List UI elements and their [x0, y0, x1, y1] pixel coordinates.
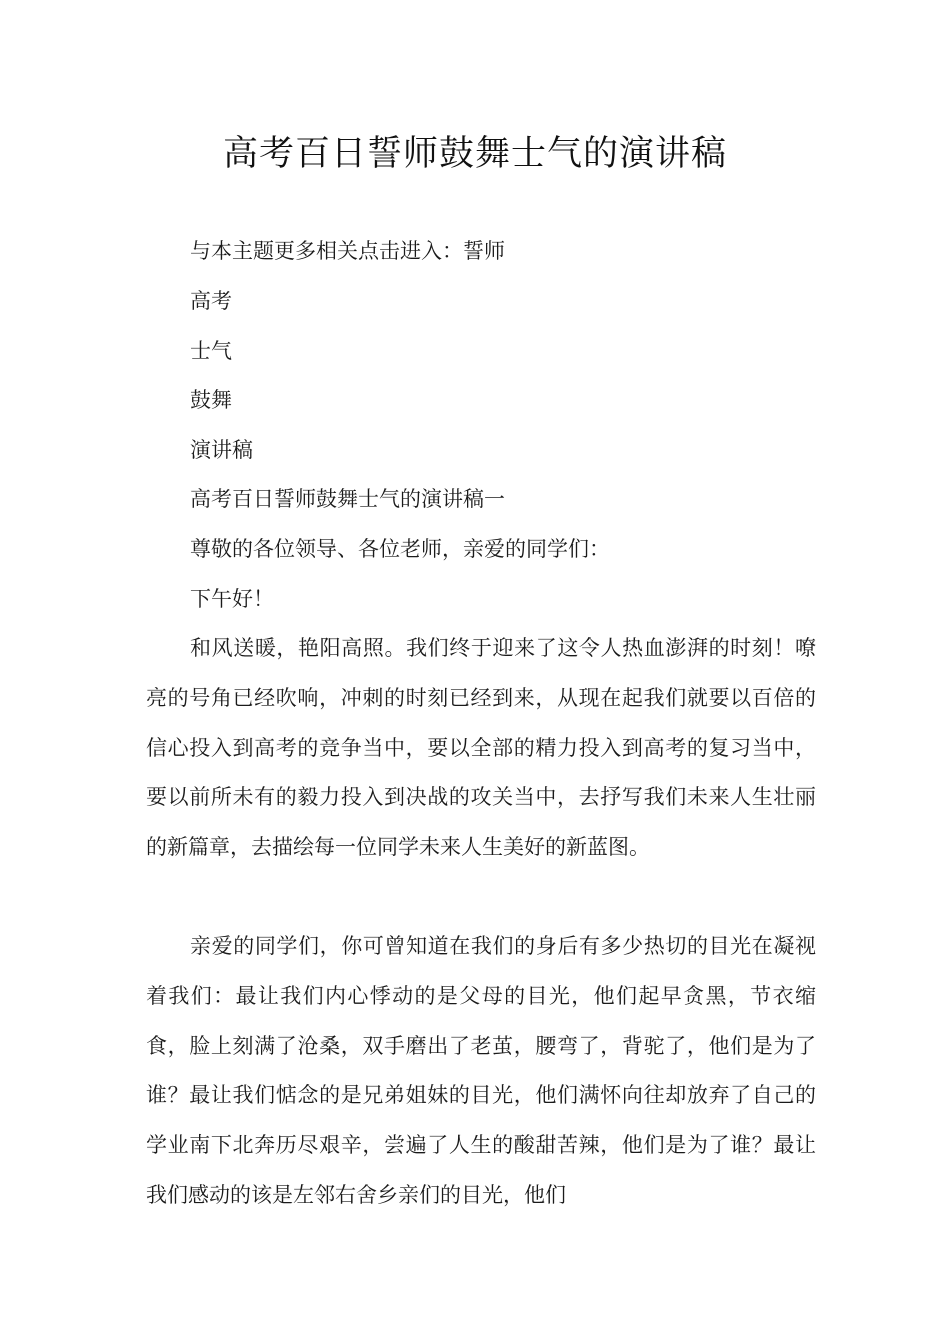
topic-gaokao: 高考	[190, 289, 232, 313]
body-paragraph-2: 亲爱的同学们，你可曾知道在我们的身后有多少热切的目光在凝视着我们：最让我们内心悸动的是父母的目光，他们起早贪黑，节衣缩食，脸上刻满了沧桑，双手磨出了老茧，腰弯了，背驼了，他们是为了谁？最让我们惦念的是兄弟姐妹的目光，他们满怀向往却放弃了自己的学业南下北奔历尽艰辛，尝遍了人生的酸甜苦辣，他们是为了谁？最让我们感动的该是左邻右舍乡亲们的目光，他们	[146, 934, 816, 1207]
speech-heading: 高考百日誓师鼓舞士气的演讲稿一	[190, 487, 505, 511]
salutation: 尊敬的各位领导、各位老师，亲爱的同学们：	[190, 537, 610, 561]
body-paragraph-1: 和风送暖，艳阳高照。我们终于迎来了这令人热血澎湃的时刻！嘹亮的号角已经吹响，冲刺的时刻已经到来，从现在起我们就要以百倍的信心投入到高考的竞争当中，要以全部的精力投入到高考的复习当中，要以前所未有的毅力投入到决战的攻关当中，去抒写我们未来人生壮丽的新篇章，去描绘每一位同学未来人生美好的新蓝图。	[146, 636, 816, 860]
document-title: 高考百日誓师鼓舞士气的演讲稿	[222, 134, 727, 174]
related-topics-line: 与本主题更多相关点击进入：誓师	[190, 239, 505, 263]
topic-yanjianggao: 演讲稿	[190, 438, 253, 462]
topic-guwu: 鼓舞	[190, 388, 232, 412]
topic-shiqi: 士气	[190, 339, 232, 363]
greeting: 下午好！	[190, 587, 274, 611]
